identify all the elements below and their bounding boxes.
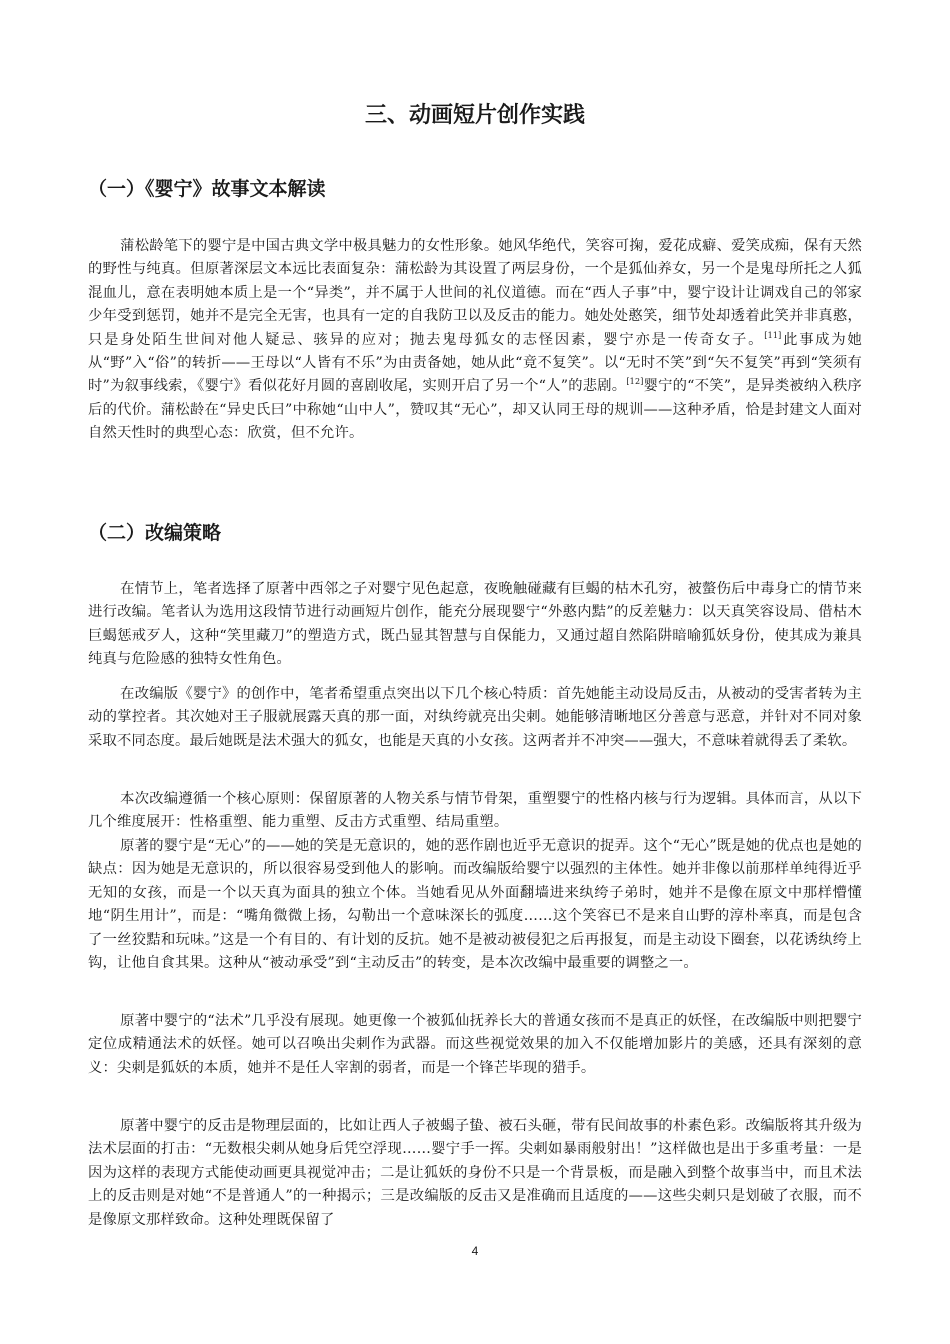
citation-ref[interactable]: [12] [626, 377, 644, 387]
citation-ref[interactable]: [11] [764, 330, 782, 340]
paragraph-core-principle: 本次改编遵循一个核心原则：保留原著的人物关系与情节骨架，重塑婴宁的性格内核与行为逻辑。具体而言，从以下几个维度展开：性格重塑、能力重塑、反击方式重塑、结局重塑。 [88, 791, 862, 831]
paragraph-plot-choice: 在情节上，笔者选择了原著中西邻之子对婴宁见色起意，夜晚触碰藏有巨蝎的枯木孔穷，被螫伤后中毒身亡的情节来进行改编。笔者认为选用这段情节进行动画短片创作，能充分展现婴宁“外憨内黠”的反差魅力：以天真笑容设局、借枯木巨蝎惩戒歹人，这种“笑里藏刀”的塑造方式，既凸显其智慧与自保能力，又通过超自然陷阱暗喻狐妖身份，使其成为兼具纯真与危险感的独特女性角色。 [88, 581, 862, 668]
paragraph-core-traits: 在改编版《婴宁》的创作中，笔者希望重点突出以下几个核心特质：首先她能主动设局反击，从被动的受害者转为主动的掌控者。其次她对王子服就展露天真的那一面，对纨绔就亮出尖刺。她能够清晰地区分善意与恶意，并针对不同对象采取不同态度。最后她既是法术强大的狐女，也能是天真的小女孩。这两者并不冲突——强大，不意味着就得丢了柔软。 [88, 686, 862, 749]
paragraph-text: 婴宁的“不笑”，是异类被纳入秩序后的代价。蒲松龄在“异史氏曰”中称她“山中人”，赞叹其“无心”，却又认同王母的规训——这种矛盾，恰是封建文人面对自然天性时的典型心态：欣赏，但不允许。 [88, 378, 862, 442]
paragraph-text: 蒲松龄笔下的婴宁是中国古典文学中极具魅力的女性形象。她风华绝代，笑容可掬，爱花成癖、爱笑成痴，保有天然的野性与纯真。但原著深层文本远比表面复杂：蒲松龄为其设置了两层身份，一个是狐仙养女，另一个是鬼母所托之人狐混血儿，意在表明她本质上是一个“异类”，并不属于人世间的礼仪道德。而在“西人子事”中，婴宁设计让调戏自己的邻家少年受到惩罚，她并不是完全无害，也具有一定的自我防卫以及反击的能力。她处处憨笑，细节处却透着此笑并非真憨，只是身处陌生世间对他人疑忌、骇异的应对；抛去鬼母狐女的志怪因素，婴宁亦是一传奇女子。 [88, 238, 862, 348]
paragraph-ability-reshaping: 原著中婴宁的“法术”几乎没有展现。她更像一个被狐仙抚养长大的普通女孩而不是真正的妖怪，在改编版中则把婴宁定位成精通法术的妖怪。她可以召唤出尖刺作为武器。而这些视觉效果的加入不仅能增加影片的美感，还具有深刻的意义：尖刺是狐妖的本质，她并不是任人宰割的弱者，而是一个锋芒毕现的猎手。 [88, 1013, 862, 1076]
paragraph-character-reshaping: 原著的婴宁是“无心”的——她的笑是无意识的，她的恶作剧也近乎无意识的捉弄。这个“无心”既是她的优点也是她的缺点：因为她是无意识的，所以很容易受到他人的影响。而改编版给婴宁以强烈的主体性。她并非像以前那样单纯得近乎无知的女孩，而是一个以天真为面具的独立个体。当她看见从外面翻墙进来纨绔子弟时，她并不是像在原文中那样懵懂地“阴生用计”，而是：“嘴角微微上扬，勾勒出一个意味深长的弧度……这个笑容已不是来自山野的淳朴率真，而是包含了一丝狡黠和玩味。”这是一个有目的、有计划的反抗。她不是被动被侵犯之后再报复，而是主动设下圈套，以花诱纨绔上钩，让他自食其果。这种从“被动承受”到“主动反击”的转变，是本次改编中最重要的调整之一。 [88, 838, 862, 972]
section-heading-adaptation-strategy: （二）改编策略 [88, 522, 222, 544]
paragraph-story-analysis [88, 235, 862, 446]
page-number: 4 [471, 1244, 479, 1258]
paragraph-text: 此事成为她从“野”入“俗”的转折——王母以“人皆有不乐”为由责备她，她从此“竟不复笑”。以“无时不笑”到“矢不复笑”再到“笑须有时”为叙事线索，《婴宁》看似花好月圆的喜剧收尾，实则开启了另一个“人”的悲剧。 [88, 331, 862, 395]
paragraph-counterattack-reshaping: 原著中婴宁的反击是物理层面的，比如让西人子被蝎子蛰、被石头砸，带有民间故事的朴素色彩。改编版将其升级为法术层面的打击：“无数根尖刺从她身后凭空浮现……婴宁手一挥。尖刺如暴雨般射出！”这样做也是出于多重考量：一是因为这样的表现方式能使动画更具视觉冲击；二是让狐妖的身份不只是一个背景板，而是融入到整个故事当中，而且术法上的反击则是对她“不是普通人”的一种揭示；三是改编版的反击又是准确而且适度的——这些尖刺只是划破了衣服，而不是像原文那样致命。这种处理既保留了 [88, 1118, 862, 1228]
section-heading-story-analysis: （一）《婴宁》故事文本解读 [88, 178, 326, 200]
chapter-title: 三、动画短片创作实践 [364, 103, 585, 128]
